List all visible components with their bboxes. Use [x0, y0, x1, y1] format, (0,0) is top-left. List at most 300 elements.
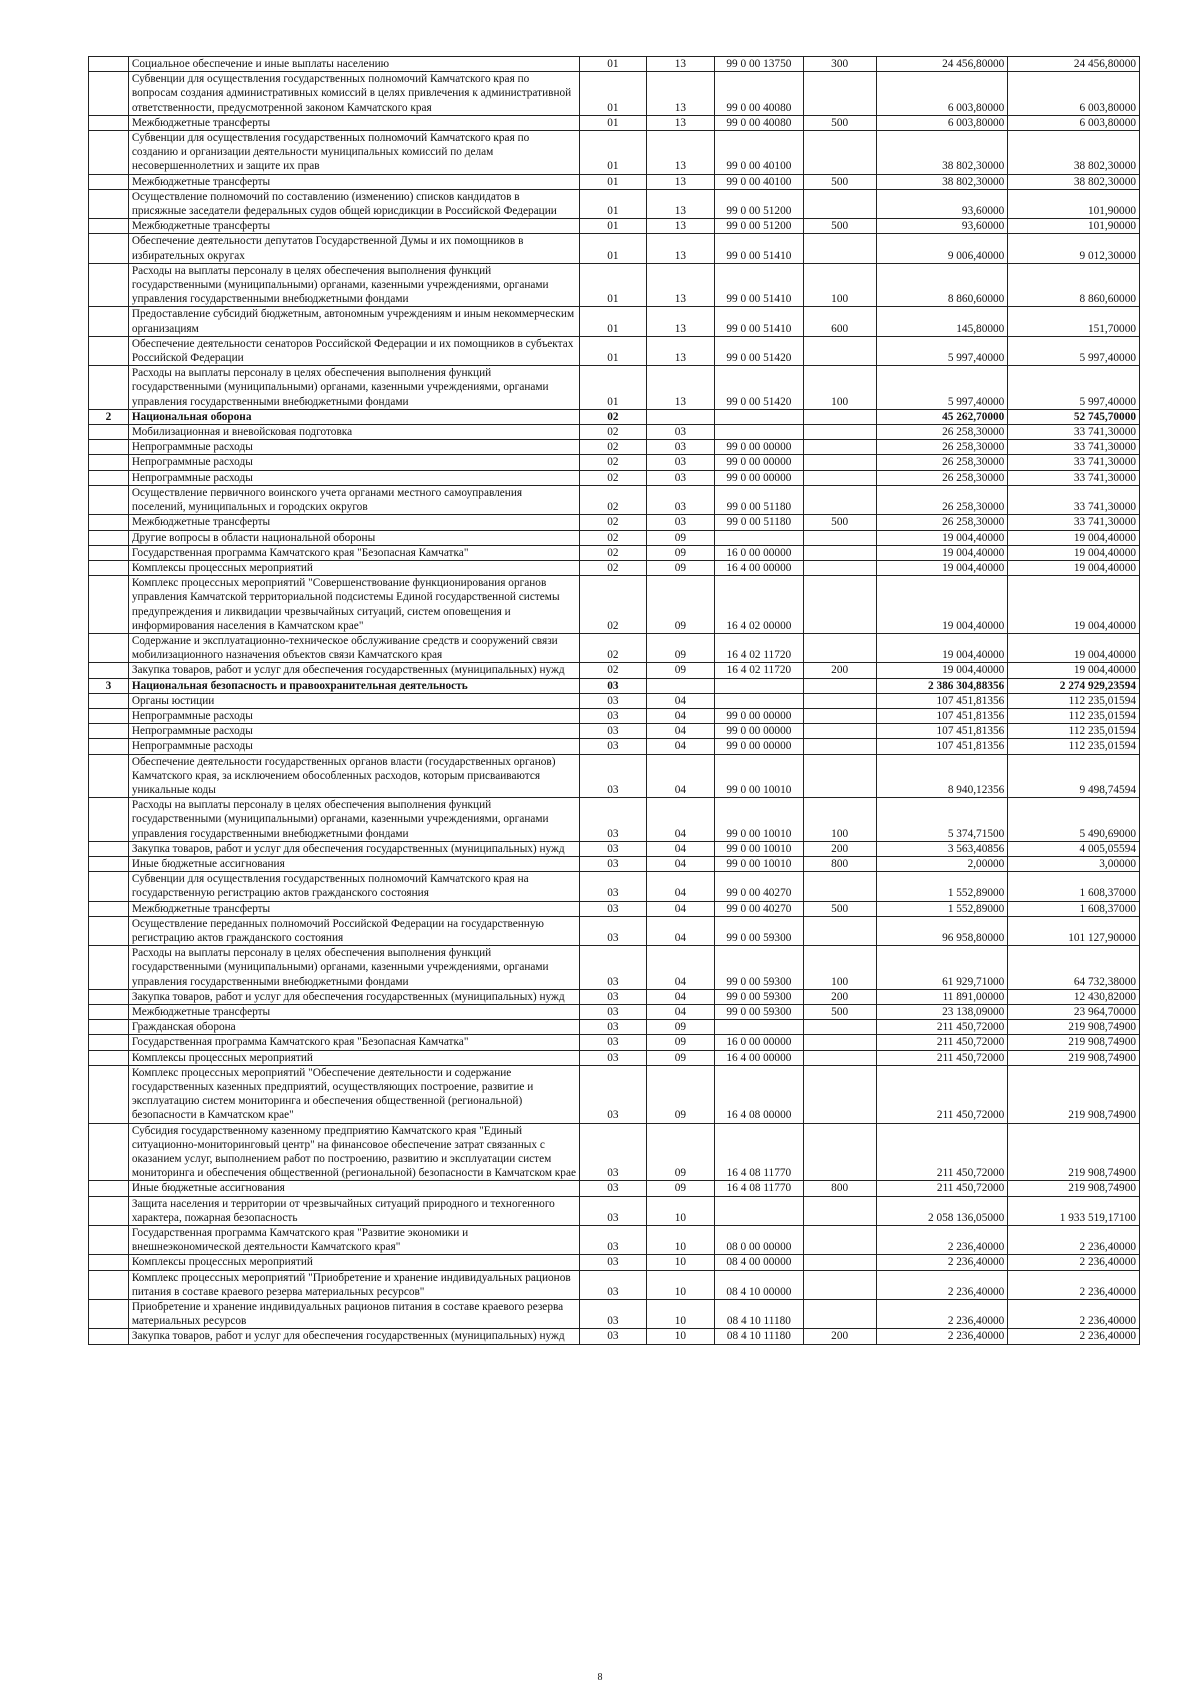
target-article-code: [715, 1020, 804, 1035]
section-code: 02: [580, 663, 646, 678]
section-code: 03: [580, 946, 646, 990]
table-row: [89, 901, 1140, 916]
expense-name: Национальная безопасность и правоохранительная деятельность: [128, 678, 579, 693]
subsection-code: 03: [646, 515, 715, 530]
amount-year-1: 2 236,40000: [876, 1270, 1008, 1299]
section-code: 02: [580, 440, 646, 455]
table-row: [89, 189, 1140, 218]
target-article-code: 99 0 00 00000: [715, 440, 804, 455]
amount-year-2: 24 456,80000: [1008, 57, 1140, 72]
section-code: 03: [580, 1123, 646, 1181]
table-row: [89, 946, 1140, 990]
subsection-code: 10: [646, 1226, 715, 1255]
amount-year-1: 1 552,89000: [876, 872, 1008, 901]
amount-year-2: 6 003,80000: [1008, 115, 1140, 130]
amount-year-1: 2 386 304,88356: [876, 678, 1008, 693]
subsection-code: 09: [646, 1050, 715, 1065]
row-number: [89, 219, 129, 234]
section-code: 03: [580, 916, 646, 945]
target-article-code: [715, 1196, 804, 1225]
amount-year-2: 12 430,82000: [1008, 989, 1140, 1004]
expense-type-code: [803, 576, 876, 634]
subsection-code: 04: [646, 739, 715, 754]
section-code: 03: [580, 1181, 646, 1196]
table-row: [89, 366, 1140, 410]
target-article-code: 99 0 00 00000: [715, 724, 804, 739]
expense-name: Содержание и эксплуатационно-техническое обслуживание средств и сооружений связи мобилизационного назначения объектов связи Камчатского края: [128, 633, 579, 662]
expense-type-code: [803, 440, 876, 455]
table-row: [89, 470, 1140, 485]
row-number: [89, 693, 129, 708]
budget-table-body: [89, 57, 1140, 1345]
expense-name: Иные бюджетные ассигнования: [128, 856, 579, 871]
amount-year-1: 2 058 136,05000: [876, 1196, 1008, 1225]
target-article-code: 99 0 00 40270: [715, 872, 804, 901]
expense-type-code: 100: [803, 366, 876, 410]
row-number: [89, 234, 129, 263]
expense-name: Приобретение и хранение индивидуальных рационов питания в составе краевого резерва материальных ресурсов: [128, 1300, 579, 1329]
amount-year-1: 96 958,80000: [876, 916, 1008, 945]
expense-type-code: 100: [803, 946, 876, 990]
row-number: [89, 307, 129, 336]
target-article-code: 99 0 00 51180: [715, 485, 804, 514]
subsection-code: 09: [646, 1020, 715, 1035]
table-row: [89, 307, 1140, 336]
expense-type-code: 600: [803, 307, 876, 336]
amount-year-1: 2 236,40000: [876, 1226, 1008, 1255]
subsection-code: 13: [646, 336, 715, 365]
subsection-code: [646, 409, 715, 424]
table-row: [89, 560, 1140, 575]
row-number: [89, 798, 129, 842]
expense-name: Расходы на выплаты персоналу в целях обеспечения выполнения функций государственными (муниципальными) органами, казенными учреждениями, органами управления государственными внебюджетными фондами: [128, 366, 579, 410]
amount-year-1: 1 552,89000: [876, 901, 1008, 916]
subsection-code: 13: [646, 234, 715, 263]
target-article-code: 99 0 00 51410: [715, 307, 804, 336]
row-number: [89, 440, 129, 455]
expense-type-code: [803, 1226, 876, 1255]
row-number: [89, 189, 129, 218]
table-row: [89, 57, 1140, 72]
expense-type-code: 500: [803, 515, 876, 530]
amount-year-1: 107 451,81356: [876, 693, 1008, 708]
table-row: [89, 663, 1140, 678]
target-article-code: 08 4 10 11180: [715, 1329, 804, 1344]
expense-name: Закупка товаров, работ и услуг для обеспечения государственных (муниципальных) нужд: [128, 1329, 579, 1344]
expense-name: Социальное обеспечение и иные выплаты населению: [128, 57, 579, 72]
subsection-code: 13: [646, 174, 715, 189]
section-row: [89, 409, 1140, 424]
amount-year-2: 112 235,01594: [1008, 708, 1140, 723]
target-article-code: 08 4 00 00000: [715, 1255, 804, 1270]
subsection-code: [646, 678, 715, 693]
expense-name: Осуществление переданных полномочий Российской Федерации на государственную регистрацию актов гражданского состояния: [128, 916, 579, 945]
section-code: 03: [580, 1270, 646, 1299]
target-article-code: [715, 409, 804, 424]
target-article-code: [715, 693, 804, 708]
amount-year-2: 2 236,40000: [1008, 1255, 1140, 1270]
amount-year-2: 64 732,38000: [1008, 946, 1140, 990]
expense-name: Закупка товаров, работ и услуг для обеспечения государственных (муниципальных) нужд: [128, 989, 579, 1004]
subsection-code: 13: [646, 189, 715, 218]
row-number: [89, 72, 129, 116]
table-row: [89, 724, 1140, 739]
amount-year-2: 2 236,40000: [1008, 1300, 1140, 1329]
section-code: 02: [580, 409, 646, 424]
target-article-code: 99 0 00 59300: [715, 989, 804, 1004]
expense-type-code: 300: [803, 57, 876, 72]
expense-type-code: [803, 1196, 876, 1225]
table-row: [89, 1035, 1140, 1050]
subsection-code: 13: [646, 72, 715, 116]
section-code: 01: [580, 336, 646, 365]
expense-type-code: 800: [803, 1181, 876, 1196]
amount-year-2: 219 908,74900: [1008, 1035, 1140, 1050]
section-code: 03: [580, 693, 646, 708]
row-number: [89, 425, 129, 440]
amount-year-1: 38 802,30000: [876, 131, 1008, 175]
section-code: 01: [580, 263, 646, 307]
table-row: [89, 856, 1140, 871]
row-number: [89, 366, 129, 410]
subsection-code: 10: [646, 1196, 715, 1225]
expense-type-code: [803, 336, 876, 365]
amount-year-2: 38 802,30000: [1008, 174, 1140, 189]
expense-name: Закупка товаров, работ и услуг для обеспечения государственных (муниципальных) нужд: [128, 663, 579, 678]
table-row: [89, 131, 1140, 175]
expense-type-code: [803, 455, 876, 470]
expense-name: Межбюджетные трансферты: [128, 515, 579, 530]
row-number: [89, 946, 129, 990]
expense-name: Государственная программа Камчатского края "Безопасная Камчатка": [128, 1035, 579, 1050]
target-article-code: 99 0 00 00000: [715, 455, 804, 470]
expense-name: Непрограммные расходы: [128, 470, 579, 485]
expense-type-code: 200: [803, 989, 876, 1004]
table-row: [89, 1300, 1140, 1329]
amount-year-2: 112 235,01594: [1008, 724, 1140, 739]
table-row: [89, 234, 1140, 263]
expense-name: Мобилизационная и вневойсковая подготовка: [128, 425, 579, 440]
subsection-code: 09: [646, 576, 715, 634]
target-article-code: 99 0 00 51410: [715, 234, 804, 263]
amount-year-2: 38 802,30000: [1008, 131, 1140, 175]
section-code: 03: [580, 989, 646, 1004]
expense-type-code: [803, 1300, 876, 1329]
amount-year-1: 107 451,81356: [876, 739, 1008, 754]
target-article-code: 16 4 00 00000: [715, 1050, 804, 1065]
amount-year-2: 19 004,40000: [1008, 560, 1140, 575]
amount-year-1: 211 450,72000: [876, 1050, 1008, 1065]
expense-name: Субсидия государственному казенному предприятию Камчатского края "Единый ситуационно-мониторинговый центр" на финансовое обеспечение затрат связанных с оказанием услуг, выполнением работ по построению, развитию и эксплуатации систем мониторинга и обеспечения общественной (региональной) безопасности в Камчатском крае: [128, 1123, 579, 1181]
table-row: [89, 336, 1140, 365]
expense-type-code: [803, 1065, 876, 1123]
expense-type-code: 500: [803, 174, 876, 189]
table-row: [89, 708, 1140, 723]
table-row: [89, 1123, 1140, 1181]
expense-type-code: [803, 693, 876, 708]
subsection-code: 04: [646, 841, 715, 856]
amount-year-1: 93,60000: [876, 189, 1008, 218]
expense-name: Комплекс процессных мероприятий "Совершенствование функционирования органов управления Камчатской территориальной подсистемы Единой государственной системы предупреждения и ликвидации чрезвычайных ситуаций, систем оповещения и информирования населения в Камчатском крае": [128, 576, 579, 634]
target-article-code: 99 0 00 10010: [715, 798, 804, 842]
expense-type-code: [803, 1035, 876, 1050]
row-number: [89, 263, 129, 307]
amount-year-1: 19 004,40000: [876, 633, 1008, 662]
amount-year-2: 1 608,37000: [1008, 901, 1140, 916]
subsection-code: 04: [646, 798, 715, 842]
expense-type-code: [803, 545, 876, 560]
target-article-code: 99 0 00 59300: [715, 1005, 804, 1020]
expense-name: Непрограммные расходы: [128, 739, 579, 754]
expense-name: Непрограммные расходы: [128, 455, 579, 470]
subsection-code: 13: [646, 307, 715, 336]
subsection-code: 04: [646, 872, 715, 901]
section-code: 03: [580, 1035, 646, 1050]
expense-type-code: 100: [803, 798, 876, 842]
amount-year-2: 8 860,60000: [1008, 263, 1140, 307]
amount-year-2: 3,00000: [1008, 856, 1140, 871]
amount-year-1: 45 262,70000: [876, 409, 1008, 424]
amount-year-2: 219 908,74900: [1008, 1181, 1140, 1196]
target-article-code: 99 0 00 00000: [715, 708, 804, 723]
expense-type-code: [803, 131, 876, 175]
subsection-code: 04: [646, 754, 715, 798]
amount-year-1: 11 891,00000: [876, 989, 1008, 1004]
expense-name: Обеспечение деятельности государственных органов власти (государственных органов) Камчатского края, за исключением обособленных расходов, которым присваиваются уникальные коды: [128, 754, 579, 798]
section-code: 03: [580, 1196, 646, 1225]
section-code: 01: [580, 189, 646, 218]
table-row: [89, 1329, 1140, 1344]
section-code: 01: [580, 131, 646, 175]
section-code: 02: [580, 425, 646, 440]
expense-type-code: 200: [803, 841, 876, 856]
section-code: 03: [580, 841, 646, 856]
amount-year-1: 6 003,80000: [876, 115, 1008, 130]
row-number: [89, 57, 129, 72]
amount-year-1: 211 450,72000: [876, 1020, 1008, 1035]
expense-name: Органы юстиции: [128, 693, 579, 708]
expense-type-code: 500: [803, 219, 876, 234]
row-number: [89, 1005, 129, 1020]
row-number: [89, 1329, 129, 1344]
target-article-code: 16 4 08 11770: [715, 1181, 804, 1196]
expense-type-code: 500: [803, 115, 876, 130]
table-row: [89, 916, 1140, 945]
expense-name: Национальная оборона: [128, 409, 579, 424]
row-number: [89, 1196, 129, 1225]
amount-year-2: 151,70000: [1008, 307, 1140, 336]
expense-type-code: [803, 872, 876, 901]
section-code: 01: [580, 219, 646, 234]
row-number: [89, 1065, 129, 1123]
expense-type-code: [803, 72, 876, 116]
row-number: [89, 576, 129, 634]
amount-year-1: 19 004,40000: [876, 530, 1008, 545]
amount-year-1: 19 004,40000: [876, 576, 1008, 634]
section-code: 03: [580, 1050, 646, 1065]
table-row: [89, 576, 1140, 634]
amount-year-2: 219 908,74900: [1008, 1065, 1140, 1123]
subsection-code: 13: [646, 115, 715, 130]
expense-name: Межбюджетные трансферты: [128, 1005, 579, 1020]
amount-year-2: 9 498,74594: [1008, 754, 1140, 798]
section-code: 02: [580, 470, 646, 485]
expense-type-code: [803, 409, 876, 424]
row-number: [89, 336, 129, 365]
amount-year-2: 5 997,40000: [1008, 336, 1140, 365]
subsection-code: 04: [646, 916, 715, 945]
amount-year-2: 219 908,74900: [1008, 1123, 1140, 1181]
section-code: 02: [580, 515, 646, 530]
table-row: [89, 1226, 1140, 1255]
amount-year-1: 145,80000: [876, 307, 1008, 336]
table-row: [89, 1255, 1140, 1270]
subsection-code: 04: [646, 989, 715, 1004]
amount-year-1: 23 138,09000: [876, 1005, 1008, 1020]
expense-name: Комплексы процессных мероприятий: [128, 1050, 579, 1065]
subsection-code: 13: [646, 219, 715, 234]
subsection-code: 09: [646, 545, 715, 560]
amount-year-1: 8 940,12356: [876, 754, 1008, 798]
target-article-code: 99 0 00 00000: [715, 470, 804, 485]
subsection-code: 10: [646, 1270, 715, 1299]
row-number: [89, 174, 129, 189]
section-code: 03: [580, 724, 646, 739]
table-row: [89, 72, 1140, 116]
row-number: [89, 901, 129, 916]
section-code: 03: [580, 1005, 646, 1020]
expense-name: Расходы на выплаты персоналу в целях обеспечения выполнения функций государственными (муниципальными) органами, казенными учреждениями, органами управления государственными внебюджетными фондами: [128, 263, 579, 307]
section-code: 01: [580, 366, 646, 410]
expense-name: Обеспечение деятельности сенаторов Российской Федерации и их помощников в субъектах Российской Федерации: [128, 336, 579, 365]
table-row: [89, 1020, 1140, 1035]
expense-type-code: [803, 470, 876, 485]
amount-year-1: 26 258,30000: [876, 440, 1008, 455]
table-row: [89, 1005, 1140, 1020]
amount-year-2: 19 004,40000: [1008, 633, 1140, 662]
target-article-code: 16 4 08 11770: [715, 1123, 804, 1181]
section-code: 01: [580, 72, 646, 116]
amount-year-1: 211 450,72000: [876, 1065, 1008, 1123]
amount-year-2: 1 608,37000: [1008, 872, 1140, 901]
table-row: [89, 440, 1140, 455]
row-number: [89, 530, 129, 545]
amount-year-2: 2 236,40000: [1008, 1270, 1140, 1299]
row-number: [89, 470, 129, 485]
target-article-code: 99 0 00 10010: [715, 841, 804, 856]
amount-year-1: 107 451,81356: [876, 724, 1008, 739]
amount-year-1: 3 563,40856: [876, 841, 1008, 856]
section-code: 03: [580, 678, 646, 693]
expense-type-code: 200: [803, 1329, 876, 1344]
target-article-code: 99 0 00 59300: [715, 946, 804, 990]
row-number: [89, 115, 129, 130]
expense-type-code: [803, 189, 876, 218]
amount-year-1: 211 450,72000: [876, 1035, 1008, 1050]
amount-year-1: 5 997,40000: [876, 366, 1008, 410]
row-number: [89, 633, 129, 662]
row-number: [89, 545, 129, 560]
amount-year-2: 33 741,30000: [1008, 425, 1140, 440]
amount-year-1: 19 004,40000: [876, 663, 1008, 678]
amount-year-1: 211 450,72000: [876, 1123, 1008, 1181]
expense-name: Межбюджетные трансферты: [128, 174, 579, 189]
expense-name: Субвенции для осуществления государственных полномочий Камчатского края на государственную регистрацию актов гражданского состояния: [128, 872, 579, 901]
target-article-code: 99 0 00 51420: [715, 366, 804, 410]
row-number: [89, 485, 129, 514]
amount-year-2: 101 127,90000: [1008, 916, 1140, 945]
table-row: [89, 989, 1140, 1004]
target-article-code: 16 4 08 00000: [715, 1065, 804, 1123]
amount-year-1: 211 450,72000: [876, 1181, 1008, 1196]
amount-year-1: 9 006,40000: [876, 234, 1008, 263]
row-number: [89, 1255, 129, 1270]
expense-name: Субвенции для осуществления государственных полномочий Камчатского края по созданию и организации деятельности муниципальных комиссий по делам несовершеннолетних и защите их прав: [128, 131, 579, 175]
target-article-code: 99 0 00 40270: [715, 901, 804, 916]
amount-year-2: 33 741,30000: [1008, 485, 1140, 514]
row-number: [89, 916, 129, 945]
table-row: [89, 754, 1140, 798]
table-row: [89, 263, 1140, 307]
row-number: [89, 856, 129, 871]
expense-name: Иные бюджетные ассигнования: [128, 1181, 579, 1196]
expense-name: Расходы на выплаты персоналу в целях обеспечения выполнения функций государственными (муниципальными) органами, казенными учреждениями, органами управления государственными внебюджетными фондами: [128, 946, 579, 990]
expense-type-code: [803, 1020, 876, 1035]
expense-type-code: 800: [803, 856, 876, 871]
expense-name: Государственная программа Камчатского края "Развитие экономики и внешнеэкономической деятельности Камчатского края": [128, 1226, 579, 1255]
section-code: 01: [580, 57, 646, 72]
amount-year-1: 5 997,40000: [876, 336, 1008, 365]
row-number: [89, 1181, 129, 1196]
amount-year-2: 2 236,40000: [1008, 1329, 1140, 1344]
table-row: [89, 1050, 1140, 1065]
section-code: 01: [580, 234, 646, 263]
row-number: [89, 989, 129, 1004]
expense-type-code: 200: [803, 663, 876, 678]
expense-type-code: [803, 485, 876, 514]
expense-type-code: [803, 633, 876, 662]
table-row: [89, 872, 1140, 901]
amount-year-2: 19 004,40000: [1008, 576, 1140, 634]
subsection-code: 04: [646, 901, 715, 916]
table-row: [89, 739, 1140, 754]
section-code: 02: [580, 545, 646, 560]
amount-year-2: 19 004,40000: [1008, 663, 1140, 678]
section-code: 03: [580, 1255, 646, 1270]
expense-name: Обеспечение деятельности депутатов Государственной Думы и их помощников в избирательных округах: [128, 234, 579, 263]
subsection-code: 13: [646, 57, 715, 72]
amount-year-2: 52 745,70000: [1008, 409, 1140, 424]
amount-year-1: 24 456,80000: [876, 57, 1008, 72]
expense-type-code: [803, 234, 876, 263]
target-article-code: 16 0 00 00000: [715, 1035, 804, 1050]
section-code: 03: [580, 1226, 646, 1255]
subsection-code: 13: [646, 263, 715, 307]
amount-year-2: 219 908,74900: [1008, 1020, 1140, 1035]
target-article-code: 99 0 00 51200: [715, 189, 804, 218]
subsection-code: 09: [646, 1181, 715, 1196]
row-number: [89, 724, 129, 739]
section-code: 03: [580, 901, 646, 916]
expense-name: Комплексы процессных мероприятий: [128, 1255, 579, 1270]
expense-type-code: [803, 754, 876, 798]
budget-table: [88, 56, 1140, 1345]
expense-type-code: [803, 560, 876, 575]
subsection-code: 09: [646, 663, 715, 678]
expense-type-code: 100: [803, 263, 876, 307]
amount-year-1: 26 258,30000: [876, 515, 1008, 530]
subsection-code: 04: [646, 708, 715, 723]
